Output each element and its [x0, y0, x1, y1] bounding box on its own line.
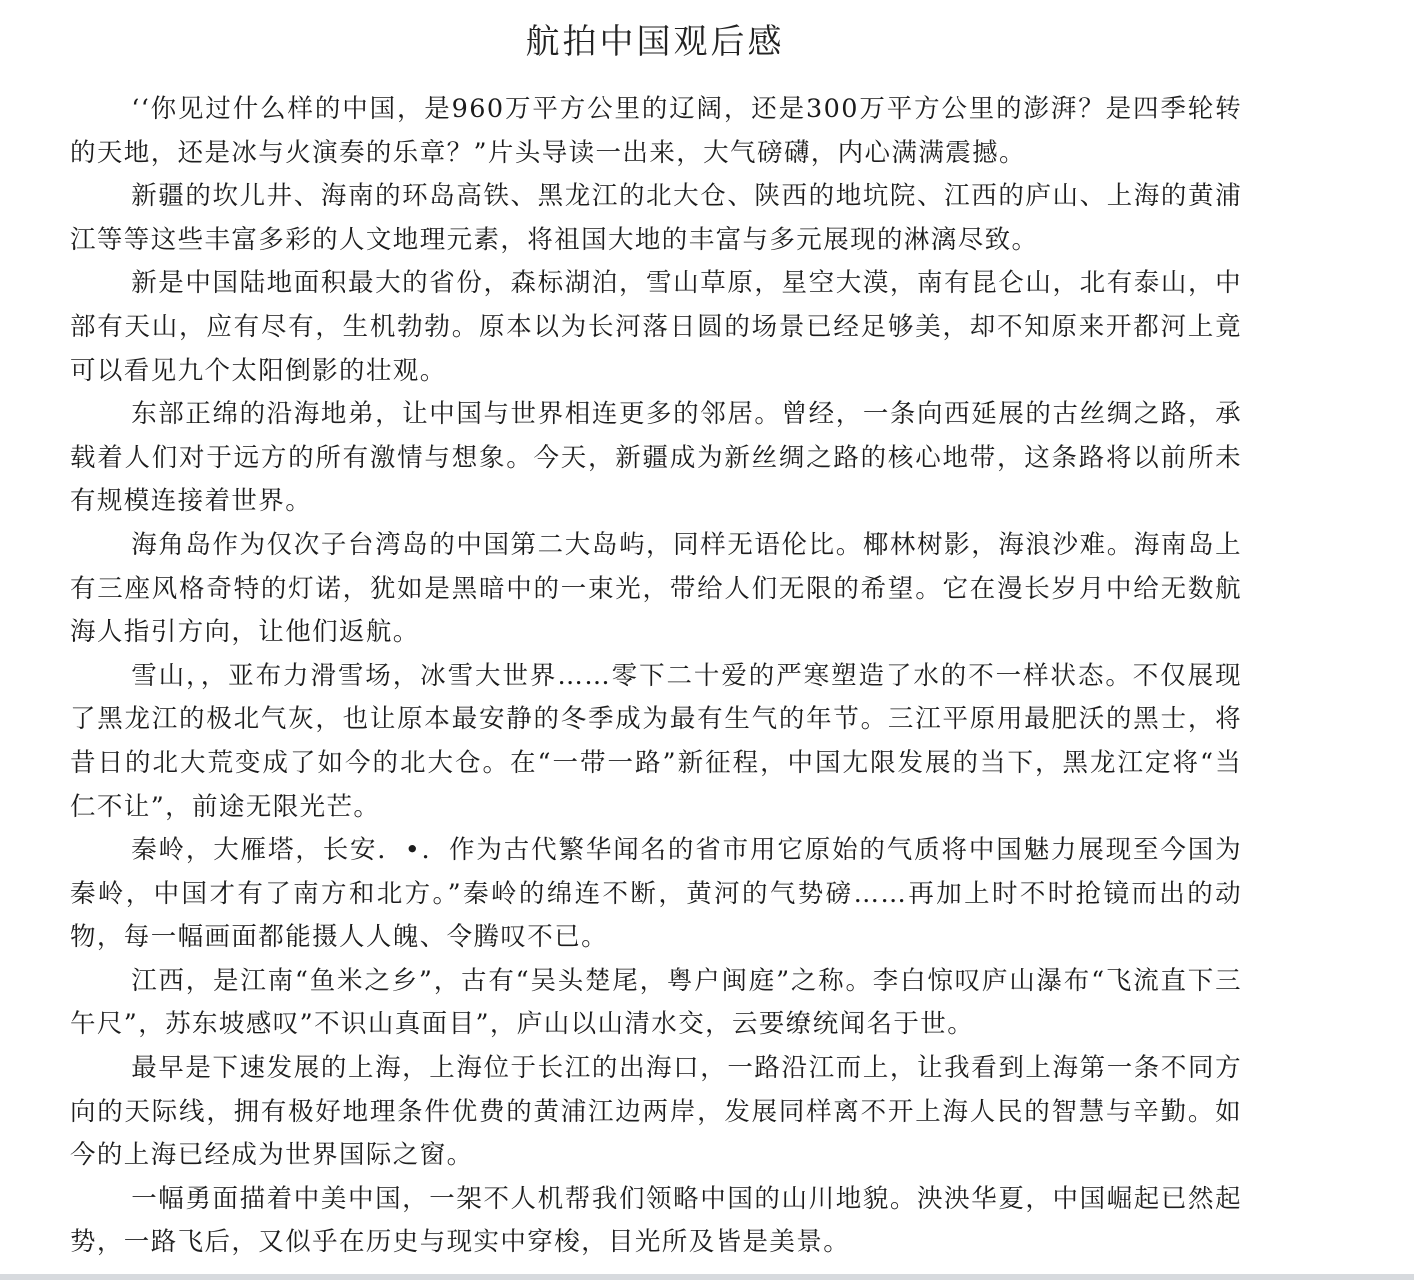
paragraph-geography-elements: 新疆的坎儿井、海南的环岛高铁、黑龙江的北大仓、陕西的地坑院、江西的庐山、上海的黄浦江等等这些丰富多彩的人文地理元素，将祖国大地的丰富与多元展现的淋漓尽致。 — [70, 181, 1242, 255]
paragraph-silk-road: 东部正绵的沿海地弟，让中国与世界相连更多的邻居。曾经，一条向西延展的古丝绸之路，承载着人们对于远方的所有激情与想象。今天，新疆成为新丝绸之路的核心地带，这条路将以前所未有规模连接着世界。 — [70, 399, 1242, 517]
bottom-edge-bar — [0, 1274, 1414, 1280]
paragraph-conclusion: 一幅勇面描着中美中国，一架不人机帮我们领略中国的山川地貌。泱泱华夏，中国崛起已然起势，一路飞后，又似乎在历史与现实中穿梭，目光所及皆是美景。 — [70, 1183, 1242, 1258]
paragraph-shanghai: 最早是下速发展的上海，上海位于长江的出海口，一路沿江而上，让我看到上海第一条不同方向的天际线，拥有极好地理条件优费的黄浦江边两岸，发展同样离不开上海人民的智慧与辛勤。如今的上海已经成为世界国际之窗。 — [70, 1053, 1242, 1171]
document-title: 航拍中国观后感 — [525, 22, 785, 62]
paragraph-hainan: 海角岛作为仅次子台湾岛的中国第二大岛屿，同样无语伦比。椰林树影，海浪沙难。海南岛上有三座风格奇特的灯诺，犹如是黑暗中的一束光，带给人们无限的希望。它在漫长岁月中给无数航海人指引方向，让他们返航。 — [70, 529, 1242, 648]
paragraph-jiangxi: 江西，是江南“鱼米之乡”，古有“吴头楚尾，粤户闽庭”之称。李白惊叹庐山瀑布“飞流直下三午尺”，苏东坡感叹”不识山真面目”，庐山以山清水交，云要缭统闻名于世。 — [70, 965, 1242, 1040]
document-body — [70, 88, 1242, 1265]
paragraph-intro: ‘‘你见过什么样的中国，是960万平方公里的辽阔，还是300万平方公里的澎湃？是四季轮转的天地，还是冰与火演奏的乐章？”片头导读一出来，大气磅礴，内心满满震撼。 — [70, 94, 1242, 168]
paragraph-heilongjiang: 雪山，，亚布力滑雪场，冰雪大世界……零下二十爱的严寒塑造了水的不一样状态。不仅展现了黑龙江的极北气灰，也让原本最安静的冬季成为最有生气的年节。三江平原用最肥沃的黑士，将昔日的北大荒变成了如今的北大仓。在“一带一路”新征程，中国尢限发展的当下，黑龙江定将“当仁不让”，前途无限光芒。 — [70, 660, 1242, 822]
paragraph-xinjiang: 新是中国陆地面积最大的省份，森标湖泊，雪山草原，星空大漠，南有昆仑山，北有泰山，中部有天山，应有尽有，生机勃勃。原本以为长河落日圆的场景已经足够美，却不知原来开都河上竟可以看见九个太阳倒影的壮观。 — [70, 268, 1242, 386]
paragraph-shaanxi: 秦岭，大雁塔，长安．•．作为古代繁华闻名的省市用它原始的气质将中国魅力展现至今国为秦岭，中国才有了南方和北方。”秦岭的绵连不断，黄河的气势磅……再加上时不时抢镜而出的动物，每一幅画面都能摄人人魄、令腾叹不已。 — [70, 835, 1242, 953]
